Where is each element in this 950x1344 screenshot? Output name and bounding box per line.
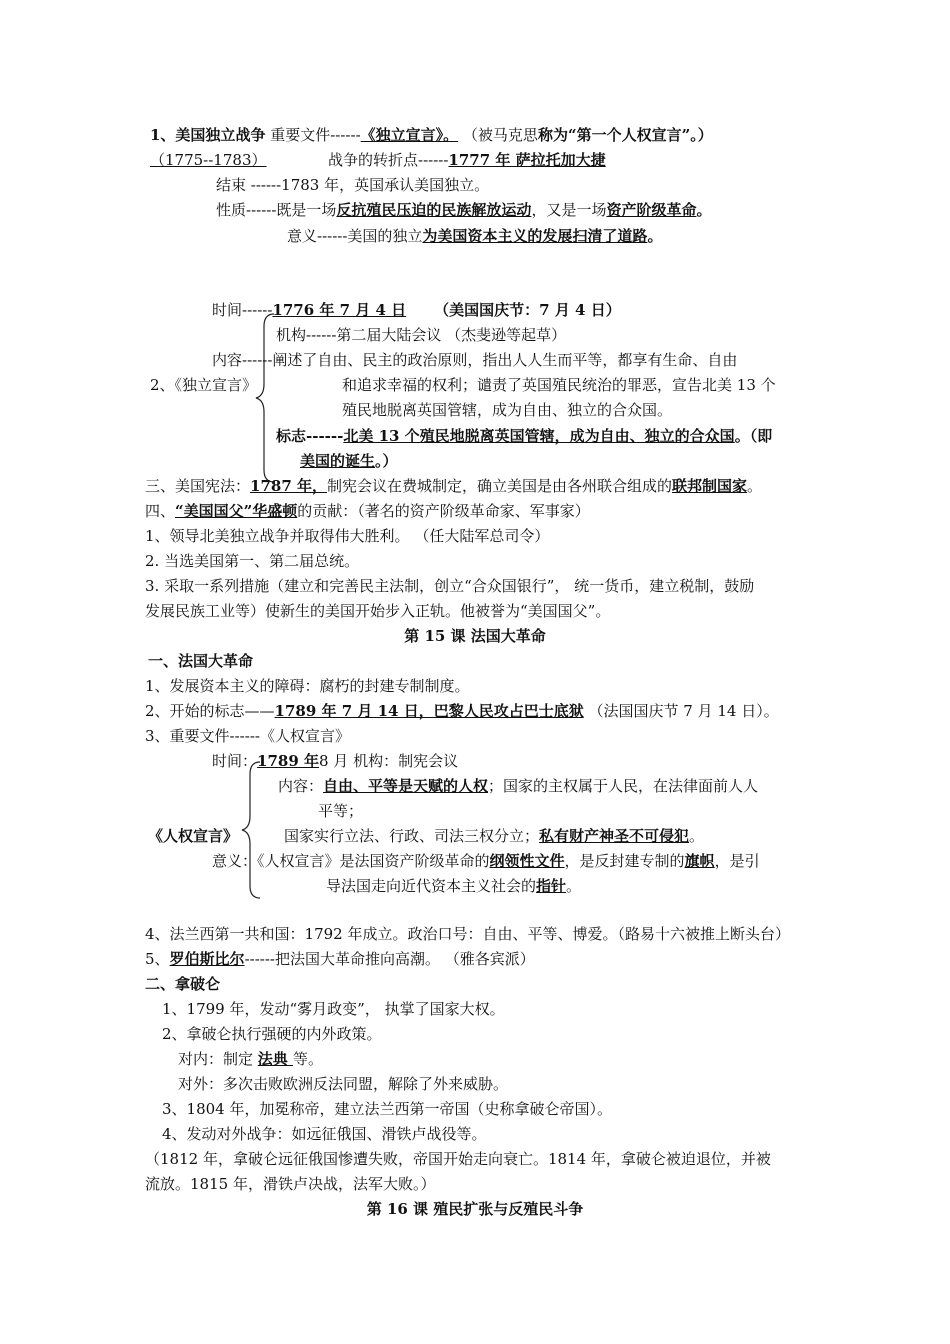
sec1-meaning: [287, 226, 662, 246]
rights-time: [212, 751, 458, 771]
text: 1777 年 萨拉托加大捷: [448, 151, 606, 169]
text: 5、: [145, 950, 170, 968]
l15-p2: [145, 701, 779, 721]
sec1-turning-point: [328, 150, 606, 170]
sec1-years: [150, 150, 267, 170]
sec2-content-3: 殖民地脱离英国管辖，成为自由、独立的合众国。: [342, 401, 673, 419]
rights-meaning: [212, 851, 760, 871]
text: 内容：: [278, 777, 324, 795]
text: 。: [747, 477, 763, 495]
text: 自由、平等是天赋的人权: [323, 777, 489, 795]
text: 制宪会议在费城制定，确立美国是由各州联合组成的: [327, 477, 673, 495]
sec2-content: 内容------阐述了自由、民主的政治原则，指出人人生而平等，都享有生命、自由: [212, 351, 738, 369]
text: ，是反封建专制的: [564, 852, 685, 870]
declaration-title: 《独立宣言》。: [360, 126, 459, 144]
sec2-sign: [276, 426, 772, 446]
text: 。: [696, 201, 712, 219]
rights-label: 《人权宣言》: [148, 827, 239, 845]
text: 三、美国宪法：: [145, 477, 251, 495]
sec1-heading: 1、美国独立战争: [150, 126, 266, 144]
text: 导法国走向近代资本主义社会的: [326, 877, 537, 895]
declaration-brace: [254, 312, 276, 484]
text: 1789 年 7 月 14 日，巴黎人民攻占巴士底狱: [274, 702, 584, 720]
text: ；国家的主权属于人民，在法律面前人人: [488, 777, 759, 795]
text: 标志------: [276, 427, 344, 445]
sec4-item-1: 1、领导北美独立战争并取得伟大胜利。 （任大陆军总司令）: [145, 527, 550, 545]
text: 四、: [145, 502, 176, 520]
text: 等。: [293, 1050, 324, 1068]
text: 对内：制定: [178, 1050, 258, 1068]
l15-p4: 4、法兰西第一共和国：1792 年成立。政治口号：自由、平等、博爱。（路易十六被推上断头台）: [145, 925, 790, 943]
text: （被马克思: [458, 126, 538, 144]
l15-p3: 3、重要文件------《人权宣言》: [145, 727, 350, 745]
rights-brace: [240, 760, 262, 900]
text: 国家实行立法、行政、司法三权分立；: [284, 827, 540, 845]
napoleon-5b: 流放。1815 年，滑铁卢决战，法军大败。）: [145, 1175, 436, 1193]
text: “美国国父”华盛顿: [175, 502, 298, 520]
sec2-sign-2: [300, 451, 398, 471]
sec4-item-2: 2. 当选美国第一、第二届总统。: [145, 552, 360, 570]
text: 1789 年: [257, 752, 319, 770]
text: 意义：《人权宣言》是法国资产阶级革命的: [212, 852, 490, 870]
text: 。: [566, 877, 582, 895]
text: 私有财产神圣不可侵犯: [539, 827, 690, 845]
rights-meaning-2: [326, 876, 581, 896]
sec2-org: 机构------第二届大陆会议 （杰斐逊等起草）: [276, 326, 567, 344]
text: 美国的诞生: [300, 452, 376, 470]
text: 法典: [257, 1050, 294, 1068]
napoleon-2a: [178, 1049, 323, 1069]
sec2-time: [212, 300, 621, 320]
text: 。）: [375, 452, 398, 470]
napoleon-2b: 对外：多次击败欧洲反法同盟，解除了外来威胁。: [178, 1075, 509, 1093]
text: 称为“第一个人权宣言”。）: [537, 126, 713, 144]
text: 的贡献：（著名的资产阶级革命家、军事家）: [297, 502, 590, 520]
rights-content-2: 平等；: [318, 802, 364, 820]
l15-p5: [145, 949, 535, 969]
text: ------把法国大革命推向高潮。 （雅各宾派）: [244, 950, 535, 968]
napoleon-5: （1812 年，拿破仑远征俄国惨遭失败，帝国开始走向衰亡。1814 年，拿破仑被迫退位，并被: [145, 1150, 771, 1168]
rights-content-3: [284, 826, 704, 846]
text: 时间：: [212, 752, 258, 770]
napoleon-2: 2、拿破仑执行强硬的内外政策。: [162, 1025, 382, 1043]
text: 时间------: [212, 301, 273, 319]
text: 北美 13 个殖民地脱离英国管辖，成为自由、独立的合众国: [343, 427, 735, 445]
sec1-line1: [150, 125, 713, 145]
text: （美国国庆节：7 月 4 日）: [434, 301, 621, 319]
text: 8 月 机构：制宪会议: [319, 752, 459, 770]
text: 意义------美国的独立: [287, 227, 423, 245]
declaration-label: 2、《独立宣言》: [150, 376, 258, 394]
text: 1787 年，: [250, 477, 327, 495]
text: （1775--1783）: [150, 151, 267, 169]
sec3-constitution: [145, 476, 762, 496]
text: 。: [689, 827, 705, 845]
napoleon-3: 3、1804 年，加冕称帝，建立法兰西第一帝国（史称拿破仑帝国）。: [162, 1100, 612, 1118]
text: （法国国庆节 7 月 14 日）。: [583, 702, 779, 720]
lesson16-title: 第 16 课 殖民扩张与反殖民斗争: [366, 1200, 584, 1218]
sec1-nature: [216, 200, 711, 220]
text: 反抗殖民压迫的民族解放运动: [336, 201, 532, 219]
text: 。（即: [734, 427, 773, 445]
sec1-end: 结束 ------1783 年，英国承认美国独立。: [216, 176, 490, 194]
lesson15-h1: 一、法国大革命: [148, 652, 254, 670]
sec2-content-2: 和追求幸福的权利；谴责了英国殖民统治的罪恶，宣告北美 13 个: [342, 376, 776, 394]
text: ，是引: [714, 852, 760, 870]
text: 联邦制国家: [672, 477, 748, 495]
text: 性质------既是一场: [216, 201, 337, 219]
text: 纲领性文件: [489, 852, 565, 870]
lesson15-h2: 二、拿破仑: [145, 975, 221, 993]
rights-content: [278, 776, 758, 796]
text: 资产阶级革命: [606, 201, 697, 219]
text: 。: [647, 227, 663, 245]
text: 1776 年 7 月 4 日: [272, 301, 407, 319]
lesson15-title: 第 15 课 法国大革命: [404, 627, 546, 645]
sec4-item-3: 3. 采取一系列措施（建立和完善民主法制，创立“合众国银行”， 统一货币，建立税制，鼓励: [145, 577, 755, 595]
text: 2、开始的标志——: [145, 702, 275, 720]
text: 为美国资本主义的发展扫清了道路: [422, 227, 648, 245]
text: ，又是一场: [531, 201, 607, 219]
napoleon-1: 1、1799 年，发动“雾月政变”， 执掌了国家大权。: [162, 1000, 505, 1018]
napoleon-4: 4、发动对外战争：如远征俄国、滑铁卢战役等。: [162, 1125, 487, 1143]
text: 旗帜: [684, 852, 715, 870]
text: 指针: [536, 877, 567, 895]
text: 罗伯斯比尔: [169, 950, 245, 968]
l15-p1: 1、发展资本主义的障碍：腐朽的封建专制制度。: [145, 677, 470, 695]
sec4-heading: [145, 501, 590, 521]
text: 重要文件------: [265, 126, 361, 144]
text: 战争的转折点------: [328, 151, 449, 169]
sec4-item-3b: 发展民族工业等）使新生的美国开始步入正轨。他被誉为“美国国父”。: [145, 602, 611, 620]
